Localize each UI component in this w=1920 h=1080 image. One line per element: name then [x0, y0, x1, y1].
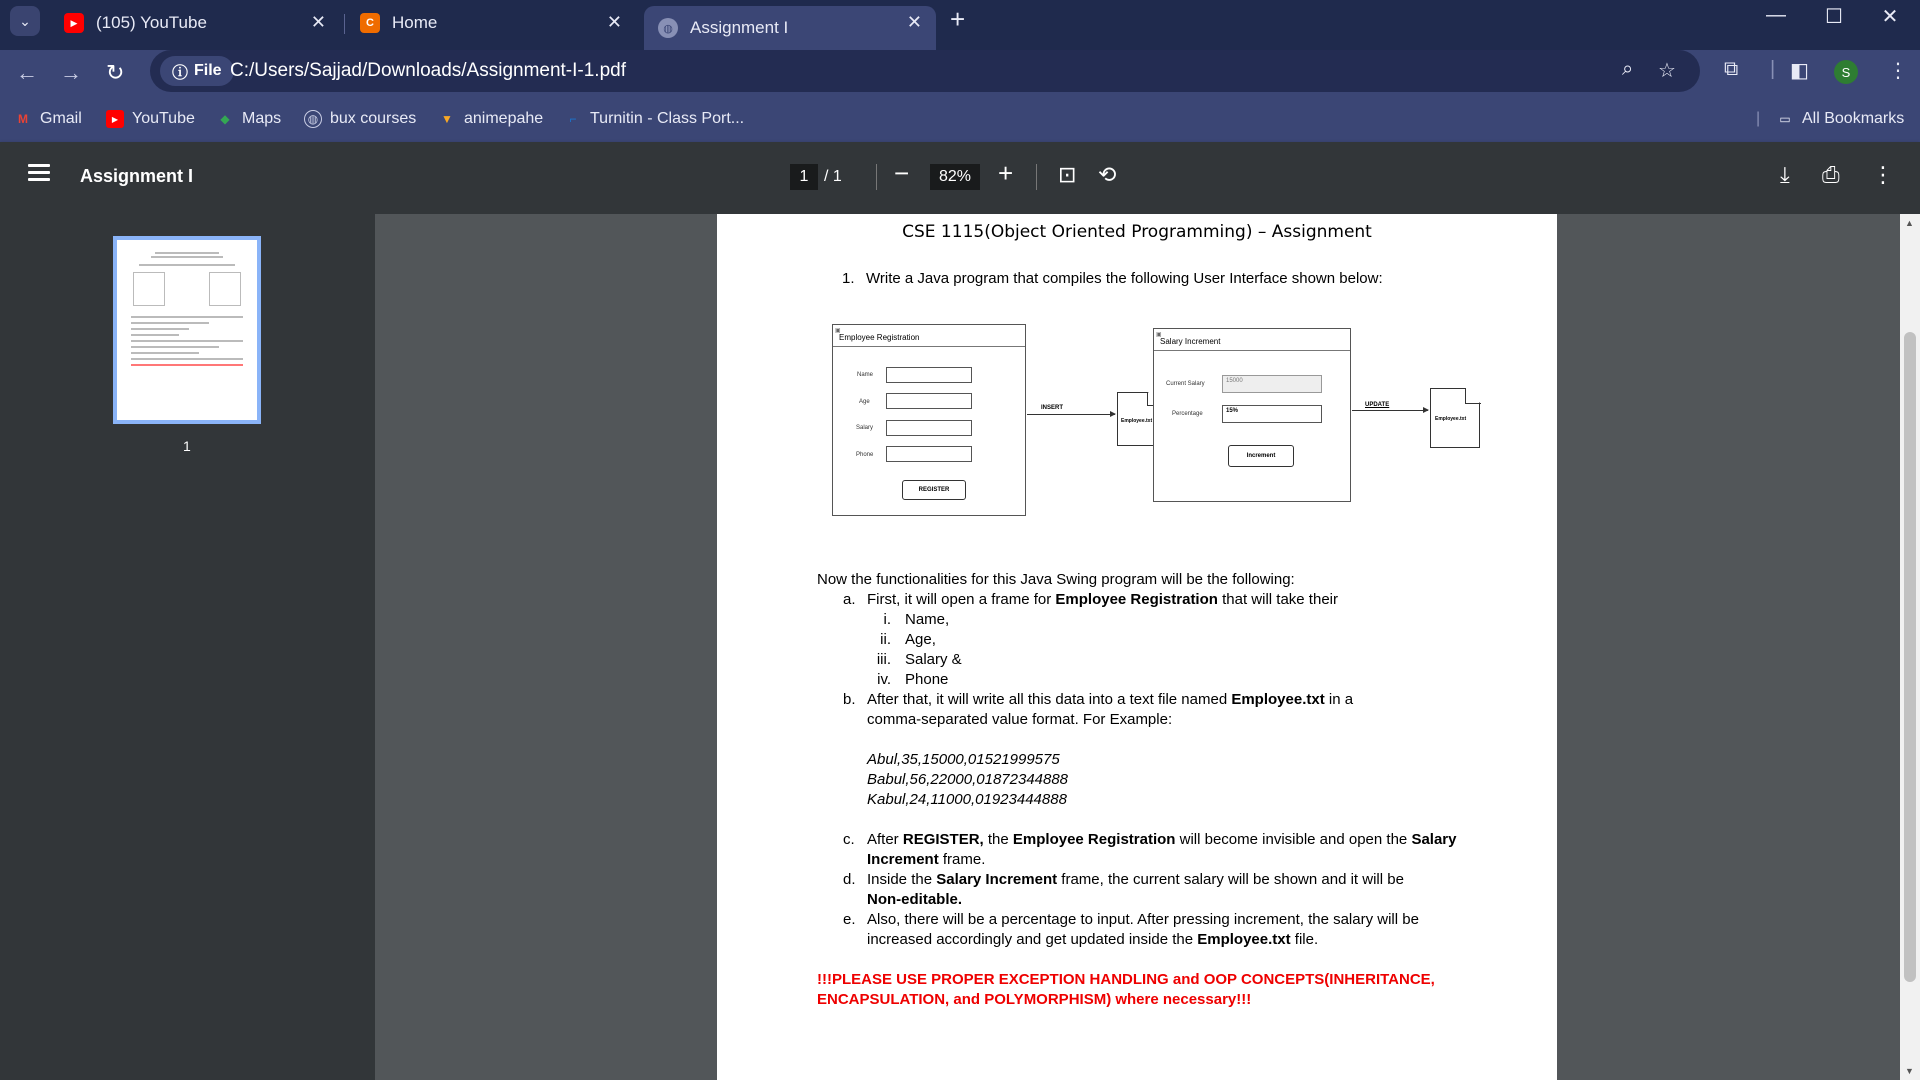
file-label: Employee.txt: [1435, 416, 1467, 422]
url-text[interactable]: C:/Users/Sajjad/Downloads/Assignment-I-1.pdf: [230, 60, 627, 81]
maps-icon: ◆: [220, 112, 230, 126]
gmail-icon: M: [18, 112, 28, 126]
sub-item: iv. Phone: [877, 671, 949, 688]
forward-button[interactable]: [60, 60, 82, 86]
salary-label: Salary: [856, 425, 874, 431]
reload-button[interactable]: [106, 60, 124, 86]
age-field: [886, 393, 972, 409]
bookmark-maps[interactable]: [216, 108, 281, 130]
scroll-down-icon[interactable]: ▼: [1905, 1066, 1914, 1076]
register-button: REGISTER: [902, 480, 966, 500]
sub-item: iii. Salary &: [876, 651, 962, 668]
maximize-button[interactable]: ☐: [1825, 6, 1843, 28]
site-info-button[interactable]: [160, 56, 234, 86]
employee-registration-frame: [832, 324, 1026, 516]
tab-strip: [0, 0, 1920, 50]
page-number-input[interactable]: 1: [790, 164, 818, 190]
c-logo-icon: C: [360, 13, 380, 33]
scroll-up-icon[interactable]: ▲: [1905, 218, 1914, 228]
vertical-scrollbar[interactable]: [1900, 214, 1920, 1080]
file-fold: [1465, 388, 1481, 404]
pdf-toolbar: [0, 142, 1920, 214]
all-bookmarks-button[interactable]: [1776, 108, 1904, 130]
fit-page-icon[interactable]: ⊡: [1058, 162, 1077, 187]
item-b-line2: comma-separated value format. For Example:: [867, 711, 1173, 728]
warning-text: ENCAPSULATION, and POLYMORPHISM) where necessary!!!: [817, 991, 1252, 1008]
tab-search-button[interactable]: [10, 6, 40, 36]
increment-button: Increment: [1228, 445, 1294, 467]
more-options-icon[interactable]: ⋮: [1872, 162, 1894, 187]
tab-title: Assignment I: [690, 18, 789, 37]
info-icon: ⓘ: [172, 64, 189, 82]
insert-arrow: [1027, 414, 1115, 415]
close-tab-icon[interactable]: ✕: [906, 12, 922, 32]
browser-menu-icon[interactable]: ⋮: [1888, 60, 1908, 82]
bookmark-gmail[interactable]: [14, 108, 82, 130]
frame-title: Salary Increment: [1154, 329, 1350, 351]
window-icon: ▣: [1156, 332, 1162, 338]
name-field: [886, 367, 972, 383]
thumbnail-page-number: 1: [183, 438, 191, 454]
toolbar-separator: [1036, 164, 1037, 190]
percentage-label: Percentage: [1172, 411, 1203, 417]
zoom-icon[interactable]: ⌕: [1622, 58, 1634, 80]
bookmark-animepahe[interactable]: [438, 108, 543, 130]
intro-text: Now the functionalities for this Java Swing program will be the following:: [817, 571, 1295, 588]
new-tab-button[interactable]: +: [950, 4, 966, 34]
youtube-icon: ▶: [106, 110, 124, 128]
item-c: c. After REGISTER, the Employee Registration will become invisible and open the Salary: [843, 831, 1457, 848]
example-line: Kabul,24,11000,01923444888: [867, 791, 1067, 808]
back-button[interactable]: [16, 60, 38, 86]
zoom-input[interactable]: 82%: [930, 164, 980, 190]
arrow-right-icon: →: [60, 60, 82, 85]
bookmark-bux-courses[interactable]: [304, 108, 416, 130]
page-thumbnail[interactable]: [113, 236, 261, 424]
turnitin-icon: ⌐: [569, 112, 577, 126]
percentage-field: 15%: [1222, 405, 1322, 423]
bookmark-label: YouTube: [132, 110, 195, 127]
address-bar[interactable]: [150, 50, 1700, 92]
bookmark-label: Maps: [242, 110, 282, 127]
download-icon[interactable]: ⤓: [1780, 162, 1790, 187]
current-salary-field: 15000: [1222, 375, 1322, 393]
arrow-left-icon: ←: [16, 60, 38, 85]
bookmark-label: Turnitin - Class Port...: [590, 110, 745, 127]
youtube-icon: ▶: [64, 13, 84, 33]
close-tab-icon[interactable]: ✕: [606, 12, 622, 32]
bookmark-turnitin[interactable]: [564, 108, 744, 130]
close-window-button[interactable]: ✕: [1881, 6, 1899, 28]
close-tab-icon[interactable]: ✕: [310, 12, 326, 32]
update-label: UPDATE: [1365, 402, 1390, 408]
pdf-title: Assignment I: [80, 166, 194, 186]
all-bookmarks-label: All Bookmarks: [1802, 110, 1905, 127]
browser-toolbar: [0, 50, 1920, 142]
salary-field: [886, 420, 972, 436]
globe-icon: ◍: [658, 18, 678, 38]
tab-assignment[interactable]: [644, 6, 936, 50]
cat-icon: ▼: [441, 112, 453, 126]
item-c-line2: Increment frame.: [867, 851, 986, 868]
phone-label: Phone: [856, 452, 874, 458]
rotate-icon[interactable]: ⟲: [1098, 162, 1117, 187]
thumbnail-sidebar: [0, 214, 375, 1080]
scrollbar-thumb[interactable]: [1904, 332, 1916, 982]
print-icon[interactable]: ⎙: [1822, 162, 1840, 187]
tab-title: (105) YouTube: [96, 13, 207, 32]
bookmarks-divider: |: [1756, 110, 1761, 127]
bookmark-label: bux courses: [330, 110, 417, 127]
update-arrow: [1352, 410, 1428, 411]
profile-avatar[interactable]: S: [1834, 60, 1858, 84]
age-label: Age: [859, 399, 870, 405]
bookmark-label: Gmail: [40, 110, 82, 127]
globe-icon: ◍: [304, 110, 322, 128]
bookmark-youtube[interactable]: [106, 108, 195, 130]
tab-title: Home: [392, 13, 438, 32]
document-heading: CSE 1115(Object Oriented Programming) – Assignment: [902, 222, 1372, 242]
window-icon: ▣: [835, 328, 841, 334]
bookmark-label: animepahe: [464, 110, 544, 127]
toolbar-divider: |: [1770, 58, 1776, 80]
scheme-label: File: [194, 62, 222, 79]
example-line: Babul,56,22000,01872344888: [867, 771, 1069, 788]
question-text: Write a Java program that compiles the following User Interface shown below:: [866, 270, 1383, 287]
tab-youtube[interactable]: [50, 6, 340, 40]
item-a: a. First, it will open a frame for Employee Registration that will take their: [843, 591, 1338, 608]
salary-increment-frame: [1153, 328, 1351, 502]
item-d: d. Inside the Salary Increment frame, the current salary will be shown and it will be: [843, 871, 1404, 888]
reload-icon: ↻: [106, 60, 125, 85]
insert-label: INSERT: [1041, 405, 1064, 411]
item-e: e. Also, there will be a percentage to input. After pressing increment, the salary will be: [843, 911, 1419, 928]
tab-home[interactable]: [346, 6, 636, 40]
pdf-page: [717, 214, 1557, 1080]
page-total: / 1: [824, 168, 842, 185]
question-1: [842, 270, 1383, 287]
file-label: Employee.txt: [1121, 418, 1153, 424]
question-number: 1.: [842, 270, 855, 287]
star-icon[interactable]: ☆: [1658, 60, 1676, 82]
sub-item: i. Name,: [883, 611, 950, 628]
current-salary-label: Current Salary: [1166, 381, 1205, 387]
tab-separator: [344, 14, 345, 34]
name-label: Name: [857, 372, 874, 378]
item-d-line2: Non-editable.: [867, 891, 963, 908]
sub-item: ii. Age,: [880, 631, 936, 648]
folder-icon: ▭: [1779, 112, 1791, 126]
zoom-out-button[interactable]: −: [894, 158, 910, 188]
chevron-down-icon: ⌄: [19, 12, 31, 29]
side-panel-icon[interactable]: ◧: [1790, 60, 1809, 82]
item-e-line2: increased accordingly and get updated inside the Employee.txt file.: [867, 931, 1319, 948]
example-line: Abul,35,15000,01521999575: [867, 751, 1060, 768]
minimize-button[interactable]: —: [1766, 4, 1786, 26]
phone-field: [886, 446, 972, 462]
warning-text: !!!PLEASE USE PROPER EXCEPTION HANDLING and OOP CONCEPTS(INHERITANCE,: [817, 971, 1435, 988]
item-b: b. After that, it will write all this data into a text file named Employee.txt in a: [843, 691, 1354, 708]
frame-title: Employee Registration: [833, 325, 1025, 347]
extensions-icon[interactable]: ⧉: [1724, 58, 1739, 80]
sidebar-toggle-icon[interactable]: [28, 164, 50, 182]
pdf-viewer[interactable]: [375, 214, 1900, 1080]
zoom-in-button[interactable]: +: [998, 158, 1014, 188]
toolbar-separator: [876, 164, 877, 190]
